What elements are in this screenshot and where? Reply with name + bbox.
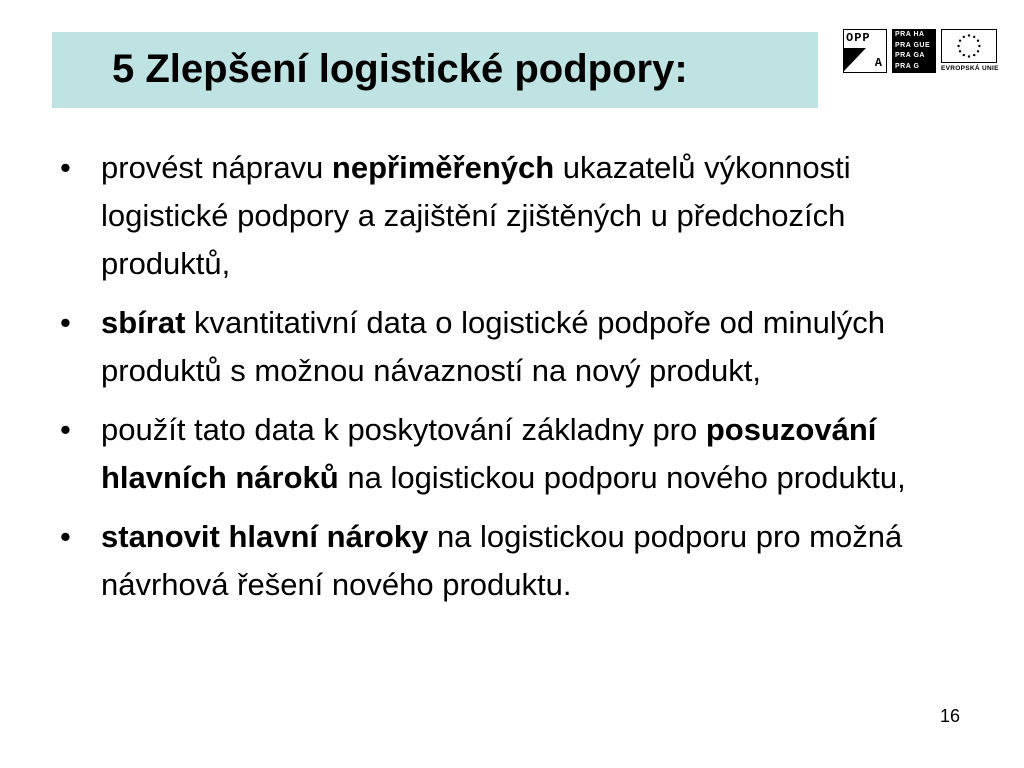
praha-logo — [892, 29, 936, 73]
bullet-bold-text: posuzování hlavních nároků — [101, 412, 877, 495]
slide-title: 5 Zlepšení logistické podpory: — [112, 47, 688, 91]
page-number: 16 — [940, 706, 961, 726]
bullet-dot: • — [60, 305, 71, 340]
oppa-logo-wedge — [844, 48, 866, 71]
bullet-item — [60, 406, 980, 502]
bullet-dot: • — [60, 519, 71, 554]
praha-logo-line: PRA G — [895, 62, 920, 70]
oppa-logo-bottom-text: A — [874, 56, 882, 70]
bullet-text: provést nápravu — [101, 150, 332, 185]
praha-logo-line: PRA GUE — [895, 41, 931, 49]
bullet-item — [60, 299, 980, 395]
praha-logo-line: PRA GA — [895, 52, 925, 59]
eu-stars-icon — [942, 30, 996, 62]
bullet-text: na logistickou podporu nového produktu, — [338, 460, 906, 495]
bullet-list — [60, 144, 980, 620]
oppa-logo — [843, 29, 887, 73]
bullet-text: použít tato data k poskytování základny pro — [101, 412, 706, 447]
oppa-logo-top-text: OPP — [846, 31, 871, 45]
eu-logo — [941, 29, 997, 75]
bullet-bold-text: stanovit hlavní nároky — [101, 519, 429, 554]
bullet-text: na logistickou podporu pro možná návrhová řešení nového produktu. — [101, 519, 903, 602]
bullet-dot: • — [60, 412, 71, 447]
bullet-text: ukazatelů výkonnosti logistické podpory a zajištění zjištěných u předchozích produktů, — [101, 150, 851, 281]
praha-logo-line: PRA HA — [895, 31, 925, 38]
logo-strip — [843, 29, 998, 75]
bullet-bold-text: nepřiměřených — [331, 150, 555, 185]
bullet-dot: • — [60, 150, 71, 185]
bullet-bold-text: sbírat — [101, 305, 186, 340]
bullet-text: kvantitativní data o logistické podpoře od minulých produktů s možnou návazností na nový produkt, — [101, 305, 886, 388]
eu-flag-icon — [941, 29, 997, 63]
bullet-item — [60, 144, 980, 288]
eu-logo-label: EVROPSKÁ UNIE — [941, 65, 999, 72]
title-box — [52, 32, 818, 108]
bullet-item — [60, 513, 980, 609]
